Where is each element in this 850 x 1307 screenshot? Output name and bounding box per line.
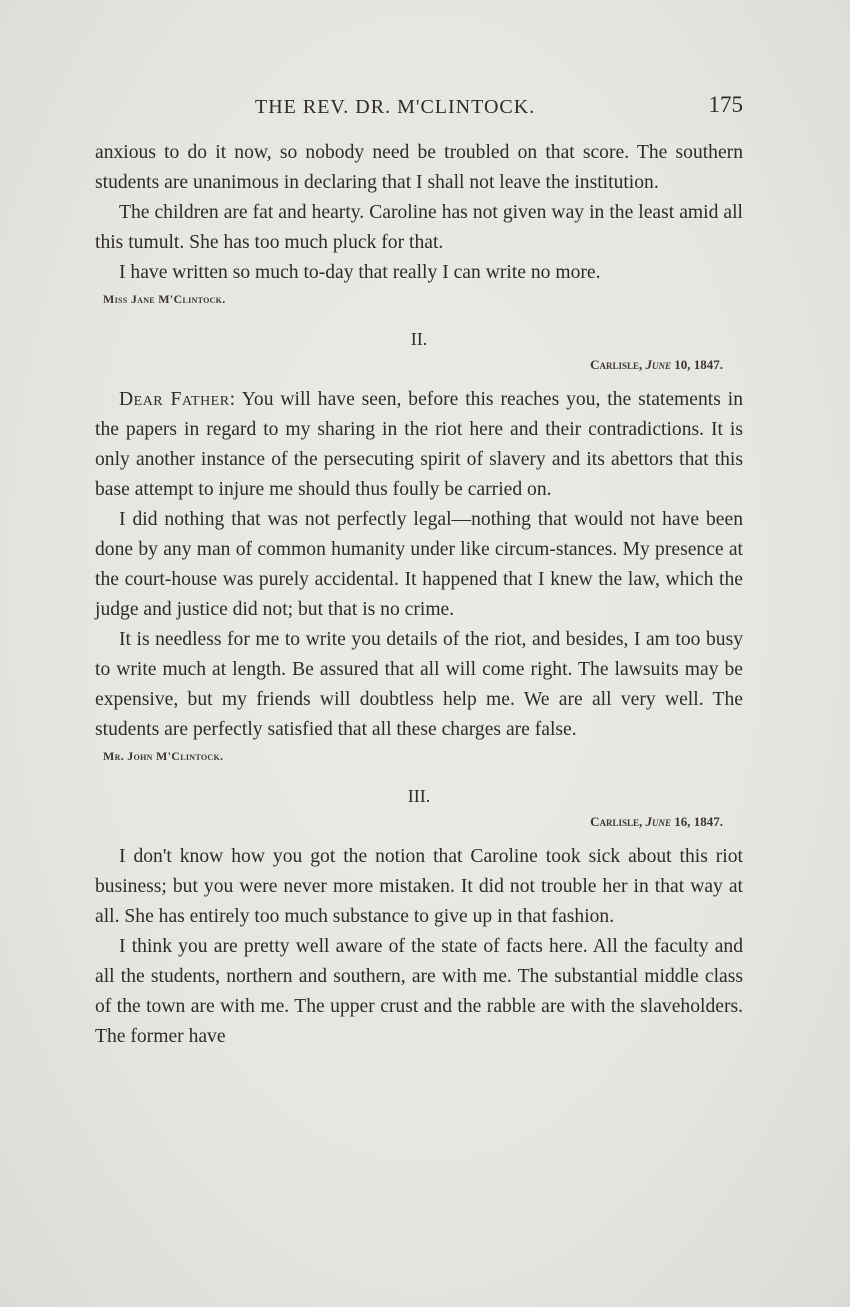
paragraph: I have written so much to-day that really I can write no more.: [119, 262, 601, 283]
dateline-month: June: [645, 814, 671, 829]
letter-recipient: Mr. John M'Clintock.: [103, 749, 224, 763]
section-number: III.: [407, 786, 431, 806]
letter-ii: [95, 329, 743, 764]
paragraph: I don't know how you got the notion that Caroline took sick about this riot business; but you were never more mistaken. It did not trouble her in that way at all. She has entirely too much substance to give up in that fashion.: [95, 846, 743, 927]
dateline-date: 16, 1847.: [674, 814, 723, 829]
letter-recipient: Miss Jane M'Clintock.: [103, 292, 226, 306]
dateline-place: Carlisle,: [590, 814, 643, 829]
paragraph-text: You will have seen, before this reaches you, the statements in the papers in regard to my sharing in the riot here and their contradictions. It is only another instance of the persecuting spirit of slavery and its abettors that this base attempt to injure me should thus foully be carried on.: [95, 389, 743, 500]
page-number: 175: [708, 92, 743, 117]
salutation: Dear Father:: [119, 389, 236, 410]
dateline-date: 10, 1847.: [674, 357, 723, 372]
section-number: II.: [410, 329, 428, 349]
letter-continuation: [95, 138, 743, 307]
running-head: THE REV. DR. M'CLINTOCK.: [255, 96, 536, 118]
paragraph: [95, 385, 743, 505]
paragraph: The children are fat and hearty. Caroline has not given way in the least amid all this tumult. She has too much pluck for that.: [95, 202, 743, 253]
dateline-place: Carlisle,: [590, 357, 643, 372]
dateline-month: June: [645, 357, 671, 372]
dateline: [95, 814, 723, 830]
page-body: [95, 138, 743, 1052]
dateline: [95, 357, 723, 373]
letter-iii: [95, 786, 743, 1052]
paragraph: anxious to do it now, so nobody need be troubled on that score. The southern students are unanimous in declaring that I shall not leave the institution.: [95, 142, 743, 193]
paragraph: It is needless for me to write you details of the riot, and besides, I am too busy to write much at length. Be assured that all will come right. The lawsuits may be expensive, but my friends will doubtless help me. We are all very well. The students are perfectly satisfied that all these charges are false.: [95, 629, 743, 740]
paragraph: I think you are pretty well aware of the state of facts here. All the faculty and all the students, northern and southern, are with me. The substantial middle class of the town are with me. The upper crust and the rabble are with the slaveholders. The former have: [95, 936, 743, 1047]
paragraph: I did nothing that was not perfectly legal—nothing that would not have been done by any man of common humanity under like circum-stances. My presence at the court-house was purely accidental. It happened that I knew the law, which the judge and justice did not; but that is no crime.: [95, 509, 743, 620]
page-header: [95, 92, 743, 128]
